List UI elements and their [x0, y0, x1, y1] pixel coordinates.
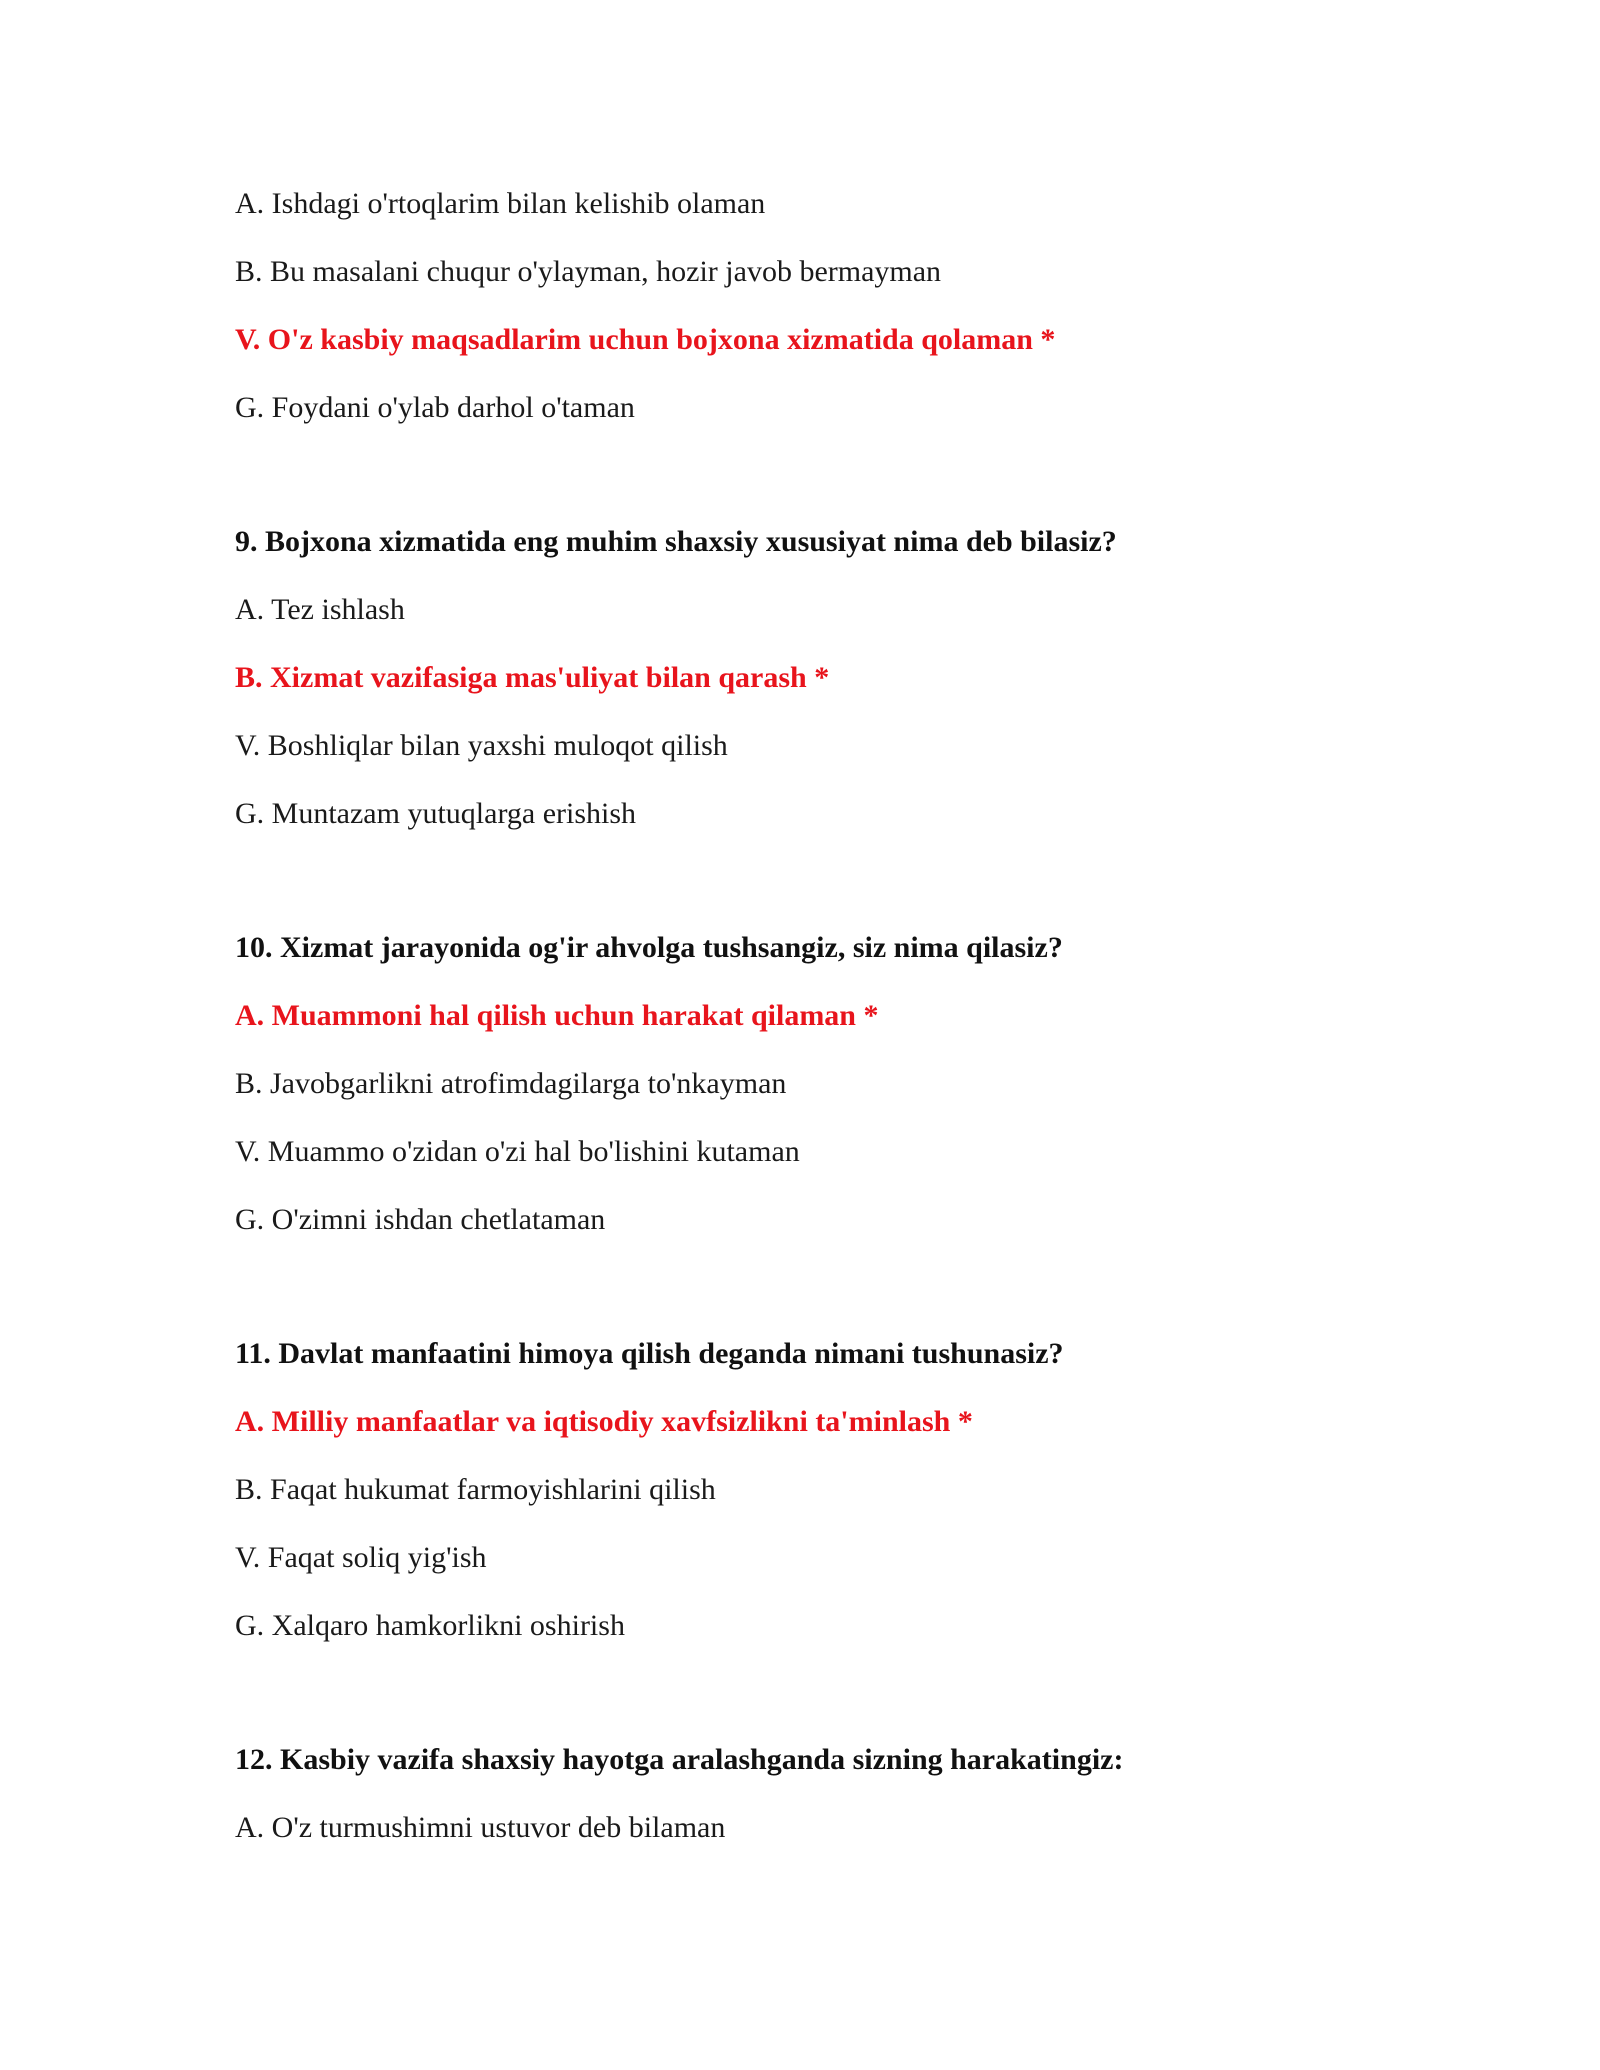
- correct-option-a: A. Muammoni hal qilish uchun harakat qilaman *: [235, 999, 879, 1032]
- correct-option-b: B. Xizmat vazifasiga mas'uliyat bilan qarash *: [235, 661, 830, 694]
- question-spacer: [235, 864, 1435, 930]
- option-b: B. Bu masalani chuqur o'ylayman, hozir javob bermayman: [235, 255, 942, 288]
- option-v: V. Boshliqlar bilan yaxshi muloqot qilish: [235, 729, 728, 762]
- option-g: G. Xalqaro hamkorlikni oshirish: [235, 1609, 625, 1642]
- option-b: B. Javobgarlikni atrofimdagilarga to'nkayman: [235, 1067, 787, 1100]
- question-spacer: [235, 458, 1435, 524]
- quiz-content: [235, 186, 1435, 1878]
- option-a: A. O'z turmushimni ustuvor deb bilaman: [235, 1811, 726, 1844]
- option-g: G. Muntazam yutuqlarga erishish: [235, 797, 637, 830]
- option-v: V. Faqat soliq yig'ish: [235, 1541, 487, 1574]
- option-g: G. O'zimni ishdan chetlataman: [235, 1203, 606, 1236]
- question-spacer: [235, 1676, 1435, 1742]
- question-12: 12. Kasbiy vazifa shaxsiy hayotga aralashganda sizning harakatingiz:: [235, 1743, 1124, 1776]
- option-b: B. Faqat hukumat farmoyishlarini qilish: [235, 1473, 716, 1506]
- question-10: 10. Xizmat jarayonida og'ir ahvolga tushsangiz, siz nima qilasiz?: [235, 931, 1063, 964]
- question-9: 9. Bojxona xizmatida eng muhim shaxsiy xususiyat nima deb bilasiz?: [235, 525, 1117, 558]
- question-11: 11. Davlat manfaatini himoya qilish deganda nimani tushunasiz?: [235, 1337, 1064, 1370]
- option-a: A. Ishdagi o'rtoqlarim bilan kelishib olaman: [235, 187, 766, 220]
- question-spacer: [235, 1270, 1435, 1336]
- option-a: A. Tez ishlash: [235, 593, 405, 626]
- correct-option-a: A. Milliy manfaatlar va iqtisodiy xavfsizlikni ta'minlash *: [235, 1405, 973, 1438]
- option-g: G. Foydani o'ylab darhol o'taman: [235, 391, 635, 424]
- option-v: V. Muammo o'zidan o'zi hal bo'lishini kutaman: [235, 1135, 800, 1168]
- correct-option-v: V. O'z kasbiy maqsadlarim uchun bojxona xizmatida qolaman *: [235, 323, 1056, 356]
